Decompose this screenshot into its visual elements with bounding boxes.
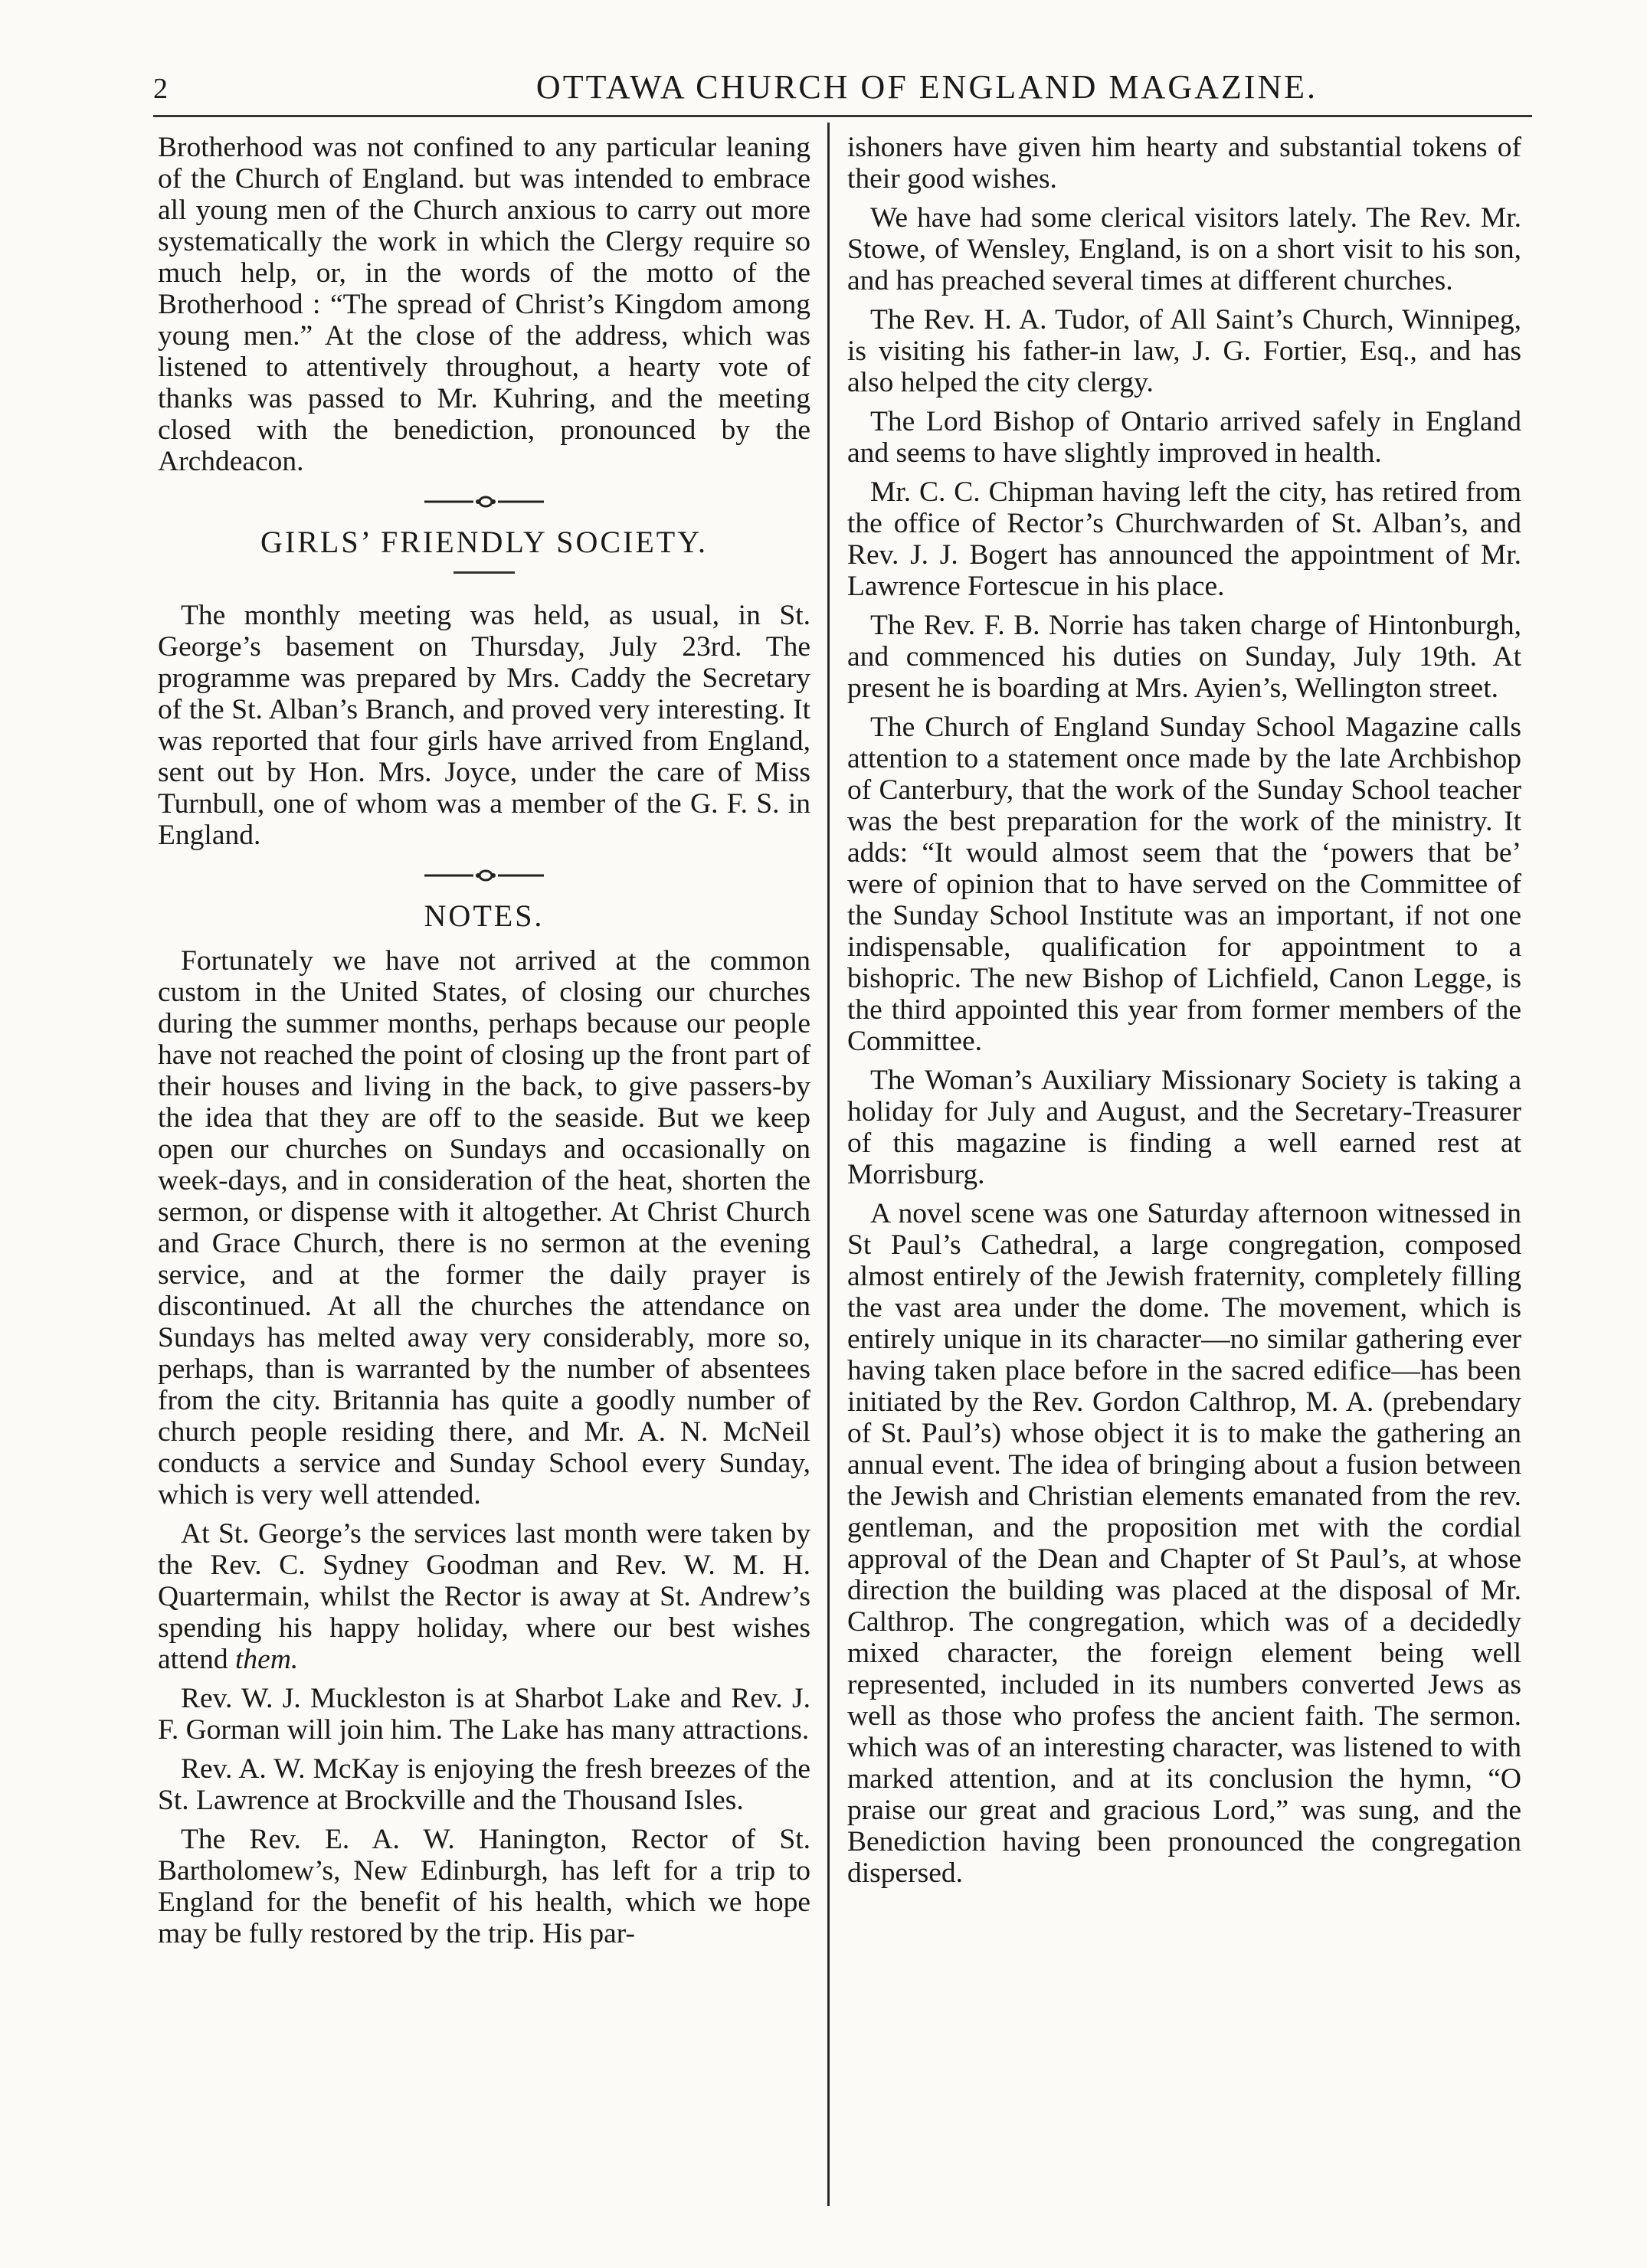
heading-rule: [453, 571, 515, 574]
notes-paragraph: A novel scene was one Saturday afternoon witnessed in St Paul’s Cathedral, a large congregation, composed almost entirely of the Jewish fraternity, completely filling the vast area under the dome. The movement, which is entirely unique in its character—no similar gathering ever having taken place before in the sacred edifice—has been initiated by the Rev. Gordon Calthrop, M. A. (prebendary of St. Paul’s) whose object it is to make the gathering an annual event. The idea of bringing about a fusion between the Jewish and Christian elements emanated from the rev. gentleman, and the proposition met with the cordial approval of the Dean and Chapter of St Paul’s, at whose direction the building was placed at the disposal of Mr. Calthrop. The congregation, which was of a decidedly mixed character, the foreign element being well represented, included in its numbers converted Jews as well as those who profess the ancient faith. The sermon. which was of an interesting character, was listened to with marked attention, and at its conclusion the hymn, “O praise our great and gracious Lord,” was sung, and the Benediction having been pronounced the congregation dispersed.: [847, 1198, 1521, 1889]
notes-paragraph: The Rev. H. A. Tudor, of All Saint’s Church, Winnipeg, is visiting his father-in law, J. G. Fortier, Esq., and has also helped the city clergy.: [847, 304, 1521, 398]
page-number: 2: [153, 73, 168, 105]
notes-paragraph: The Rev. E. A. W. Hanington, Rector of St. Bartholomew’s, New Edinburgh, has left for a trip to England for the benefit of his health, which we hope may be fully restored by the trip. His par-: [158, 1824, 810, 1949]
running-title: OTTAWA CHURCH OF ENGLAND MAGAZINE.: [535, 68, 1318, 106]
notes-italic-text: them.: [235, 1644, 299, 1675]
brotherhood-continuation: Brotherhood was not confined to any particular leaning of the Church of England. but was intended to embrace all young men of the Church anxious to carry out more systematically the work in which the Clergy require so much help, or, in the words of the motto of the Brotherhood : “The spread of Christ’s Kingdom among young men.” At the close of the address, which was listened to attentively throughout, a hearty vote of thanks was passed to Mr. Kuhring, and the meeting closed with the benediction, pronounced by the Archdeacon.: [158, 132, 810, 477]
left-column: [158, 132, 810, 1957]
header-rule: [153, 115, 1532, 117]
page-header: [153, 67, 1517, 121]
column-rule: [827, 123, 830, 2206]
notes-paragraph: The Woman’s Auxiliary Missionary Society is taking a holiday for July and August, and the Secretary-Treasurer of this magazine is finding a well earned rest at Morrisburg.: [847, 1065, 1521, 1190]
notes-paragraph: Fortunately we have not arrived at the common custom in the United States, of closing our churches during the summer months, perhaps because our people have not reached the point of closing up the front part of their houses and living in the back, to give passers-by the idea that they are off to the seaside. But we keep open our churches on Sundays and occasionally on week-days, and in consideration of the heat, shorten the sermon, or dispense with it altogether. At Christ Church and Grace Church, there is no sermon at the evening service, and at the former the daily prayer is discontinued. At all the churches the attendance on Sundays has melted away very considerably, more so, perhaps, than is warranted by the number of absentees from the city. Britannia has quite a goodly number of church people residing there, and Mr. A. N. McNeil conducts a service and Sunday School every Sunday, which is very well attended.: [158, 945, 810, 1510]
notes-paragraph: ishoners have given him hearty and substantial tokens of their good wishes.: [847, 132, 1521, 195]
notes-paragraph: Rev. A. W. McKay is enjoying the fresh breezes of the St. Lawrence at Brockville and the Thousand Isles.: [158, 1753, 810, 1816]
notes-paragraph: Mr. C. C. Chipman having left the city, has retired from the office of Rector’s Churchwarden of St. Alban’s, and Rev. J. J. Bogert has announced the appointment of Mr. Lawrence Fortescue in his place.: [847, 476, 1521, 602]
ornament-divider: [423, 868, 545, 883]
notes-paragraph: [158, 1518, 810, 1675]
notes-heading: NOTES.: [424, 898, 545, 933]
notes-paragraph: Rev. W. J. Muckleston is at Sharbot Lake and Rev. J. F. Gorman will join him. The Lake has many attractions.: [158, 1683, 810, 1746]
right-column: [847, 132, 1521, 1897]
gfs-heading: GIRLS’ FRIENDLY SOCIETY.: [260, 525, 708, 559]
ornament-divider: [423, 494, 545, 509]
notes-paragraph: The Church of England Sunday School Magazine calls attention to a statement once made by the late Archbishop of Canterbury, that the work of the Sunday School teacher was the best preparation for the work of the ministry. It adds: “It would almost seem that the ‘powers that be’ were of opinion that to have served on the Committee of the Sunday School Institute was an important, if not one indispensable, qualification for appointment to a bishopric. The new Bishop of Lichfield, Canon Legge, is the third appointed this year from former members of the Committee.: [847, 712, 1521, 1057]
notes-paragraph: The Lord Bishop of Ontario arrived safely in England and seems to have slightly improved in health.: [847, 406, 1521, 469]
notes-paragraph: We have had some clerical visitors lately. The Rev. Mr. Stowe, of Wensley, England, is on a short visit to his son, and has preached several times at different churches.: [847, 202, 1521, 296]
notes-text: At St. George’s the services last month were taken by the Rev. C. Sydney Goodman and Rev. W. M. H. Quartermain, whilst the Rector is away at St. Andrew’s spending his happy holiday, where our best wishes attend: [158, 1518, 810, 1675]
gfs-paragraph: The monthly meeting was held, as usual, in St. George’s basement on Thursday, July 23rd. The programme was prepared by Mrs. Caddy the Secretary of the St. Alban’s Branch, and proved very interesting. It was reported that four girls have arrived from England, sent out by Hon. Mrs. Joyce, under the care of Miss Turnbull, one of whom was a member of the G. F. S. in England.: [158, 600, 810, 851]
notes-paragraph: The Rev. F. B. Norrie has taken charge of Hintonburgh, and commenced his duties on Sunday, July 19th. At present he is boarding at Mrs. Ayien’s, Wellington street.: [847, 610, 1521, 704]
